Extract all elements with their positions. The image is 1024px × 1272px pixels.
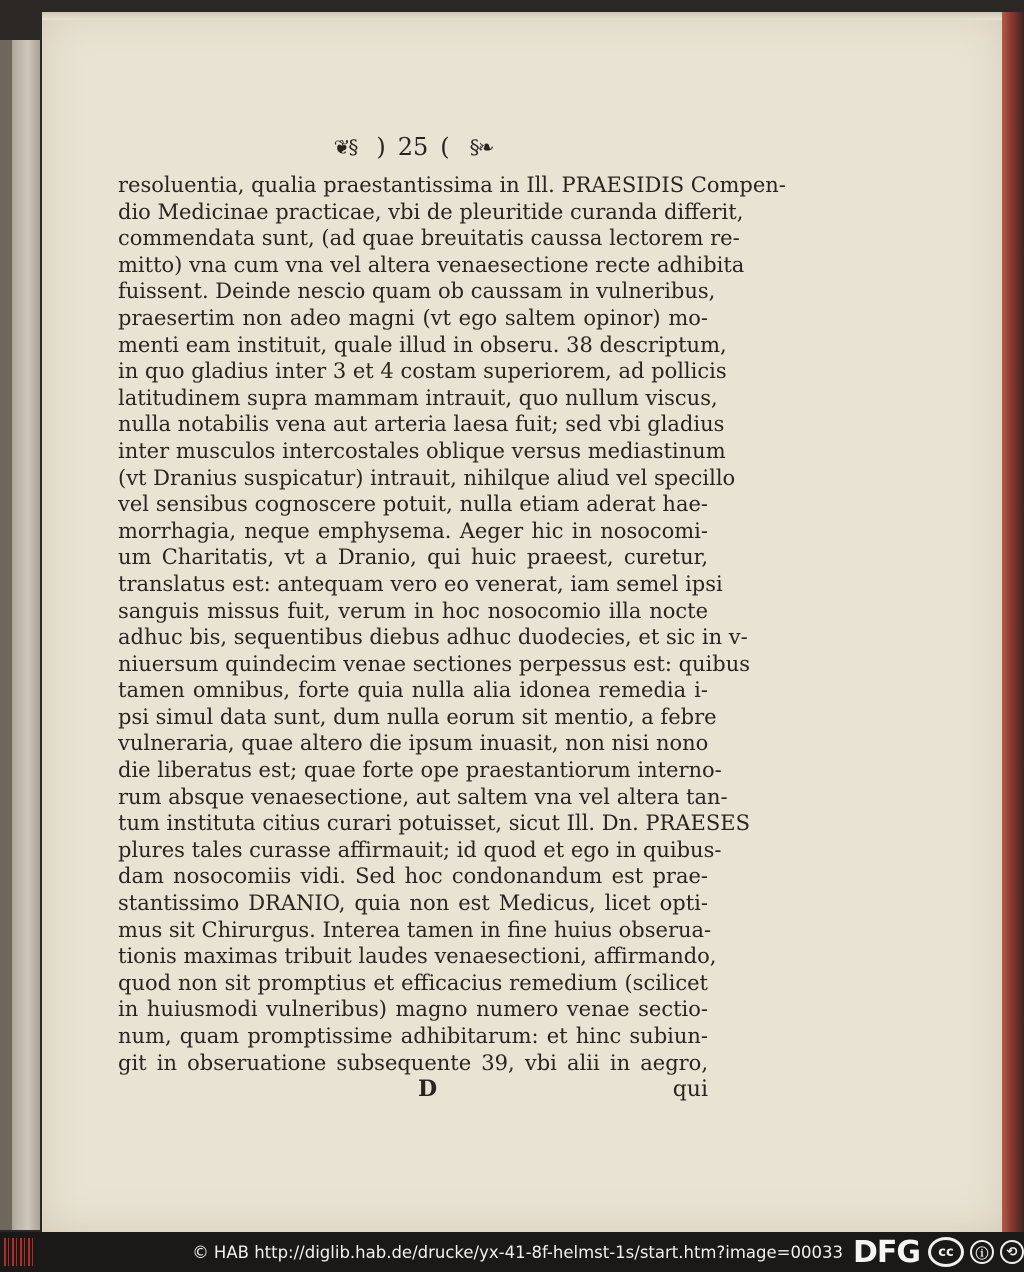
cc-license-icon: cc — [928, 1237, 964, 1267]
page-footer — [118, 1076, 708, 1104]
text-line: morrhagia, neque emphysema. Aeger hic in nosocomi- — [118, 518, 708, 543]
catchword: qui — [672, 1077, 708, 1103]
sa-share-alike-icon: ⟲ — [1000, 1240, 1024, 1264]
text-line: num, quam promptissime adhibitarum: et hinc subiun- — [118, 1024, 708, 1048]
header-left-paren: ) — [376, 133, 386, 161]
text-line: adhuc bis, sequentibus diebus adhuc duodecies, et sic in v- — [118, 625, 748, 650]
text-line: (vt Dranius suspicatur) intrauit, nihilque aliud vel specillo — [118, 465, 736, 490]
text-line: die liberatus est; quae forte ope praestantiorum interno- — [118, 758, 722, 783]
body-text — [118, 172, 786, 1076]
text-line: vel sensibus cognoscere potuit, nulla etiam aderat hae- — [118, 492, 708, 517]
text-line: dam nosocomiis vidi. Sed hoc condonandum est prae- — [118, 864, 708, 889]
text-line: stantissimo DRANIO, quia non est Medicus, licet opti- — [118, 891, 708, 916]
text-line: tamen omnibus, forte quia nulla alia idonea remedia i- — [118, 678, 708, 703]
header-right-paren: ( — [440, 133, 450, 161]
text-line: resoluentia, qualia praestantissima in Ill. PRAESIDIS Compen- — [118, 173, 786, 197]
text-line: mitto) vna cum vna vel altera venaesectione recte adhibita — [118, 252, 745, 277]
text-line: commendata sunt, (ad quae breuitatis caussa lectorem re- — [118, 226, 740, 251]
by-attribution-icon: ⓘ — [970, 1240, 994, 1264]
text-line: fuissent. Deinde nescio quam ob caussam in vulneribus, — [118, 279, 716, 304]
right-ornament-icon: §❧ — [469, 135, 493, 159]
text-line: quod non sit promptius et efficacius remedium (scilicet — [118, 970, 708, 995]
text-line: um Charitatis, vt a Dranio, qui huic praeest, curetur, — [118, 545, 708, 570]
text-line: nulla notabilis vena aut arteria laesa fuit; sed vbi gladius — [118, 412, 725, 437]
page-number: 25 — [397, 133, 429, 161]
text-line: vulneraria, quae altero die ipsum inuasit, non nisi nono — [118, 731, 709, 756]
text-line: niuersum quindecim venae sectiones perpessus est: quibus — [118, 651, 751, 676]
text-line: praesertim non adeo magni (vt ego saltem opinor) mo- — [118, 305, 708, 330]
license-icons[interactable] — [928, 1237, 1024, 1267]
page-red-edge — [1002, 12, 1024, 1232]
page-text-block — [118, 130, 786, 1104]
page-top-edge — [42, 12, 1004, 20]
text-line: translatus est: antequam vero eo venerat, iam semel ipsi — [118, 571, 723, 596]
text-line: tionis maximas tribuit laudes venaesectioni, affirmando, — [118, 944, 717, 969]
text-line: menti eam instituit, quale illud in obseru. 38 descriptum, — [118, 332, 727, 357]
text-line: mus sit Chirurgus. Interea tamen in fine huius obserua- — [118, 917, 712, 942]
text-line: plures tales curasse affirmauit; id quod et ego in quibus- — [118, 837, 722, 862]
running-header — [118, 130, 708, 164]
text-line: dio Medicinae practicae, vbi de pleuritide curanda differit, — [118, 199, 744, 224]
spine-shadow — [0, 40, 12, 1230]
copyright-link[interactable]: © HAB http://diglib.hab.de/drucke/yx-41-8f-helmst-1s/start.htm?image=00033 — [192, 1242, 843, 1262]
text-line: git in obseruatione subsequente 39, vbi alii in aegro, — [118, 1050, 708, 1075]
text-line: in quo gladius inter 3 et 4 costam superiorem, ad pollicis — [118, 359, 727, 384]
dfg-logo: DFG — [852, 1234, 920, 1270]
text-line: sanguis missus fuit, verum in hoc nosocomio illa nocte — [118, 598, 708, 623]
text-line: tum instituta citius curari potuisset, sicut Ill. Dn. PRAESES — [118, 811, 750, 836]
text-line: inter musculos intercostales oblique versus mediastinum — [118, 438, 726, 463]
text-line: rum absque venaesectione, aut saltem vna vel altera tan- — [118, 784, 728, 809]
text-line: psi simul data sunt, dum nulla eorum sit mentio, a febre — [118, 704, 717, 729]
viewer-footer-bar — [0, 1232, 1024, 1272]
text-line: in huiusmodi vulneribus) magno numero venae sectio- — [118, 997, 708, 1022]
signature-mark: D — [418, 1076, 438, 1103]
text-line: latitudinem supra mammam intrauit, quo nullum viscus, — [118, 385, 718, 410]
left-ornament-icon: ❦§ — [333, 135, 357, 159]
hab-barcode-logo-icon — [4, 1238, 34, 1266]
